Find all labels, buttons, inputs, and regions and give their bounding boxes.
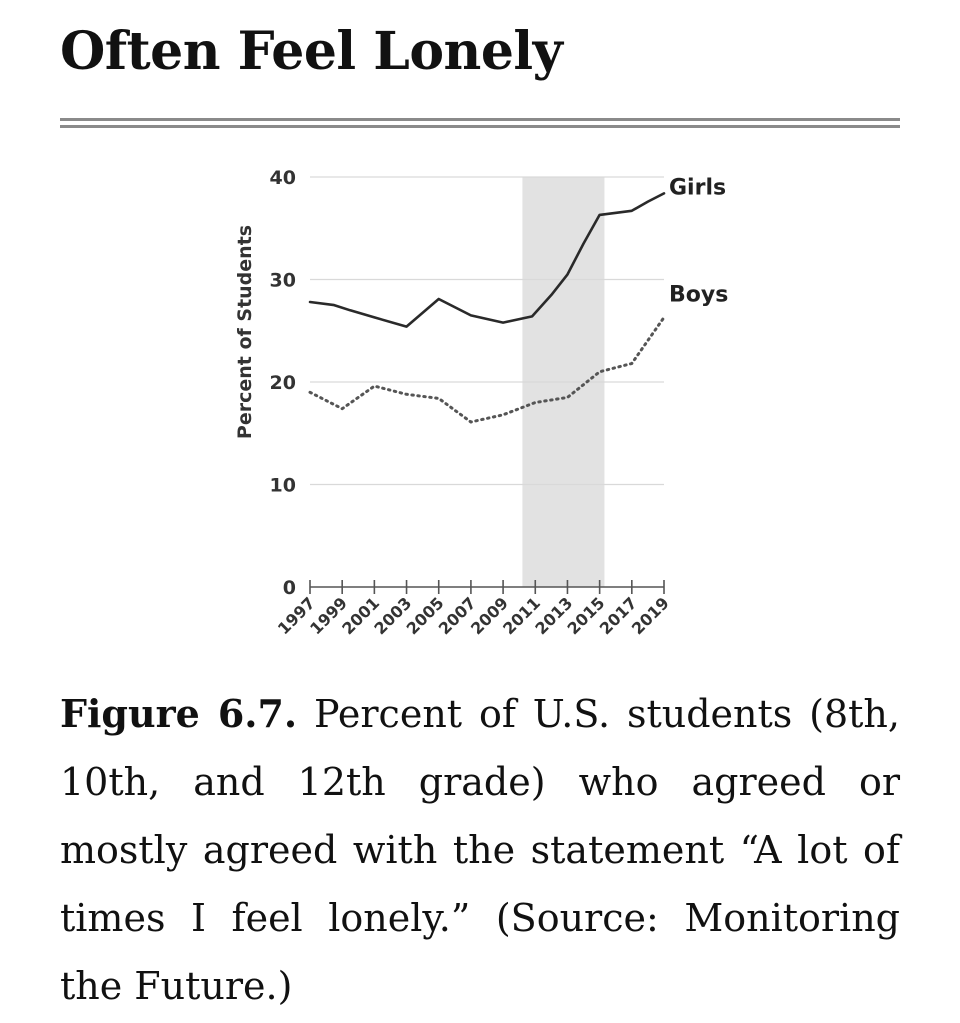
- x-tick-label-2013: 2013: [531, 593, 577, 639]
- figure-label: Figure 6.7.: [60, 691, 298, 736]
- labels-group: [669, 175, 728, 307]
- series-label-boys: Boys: [669, 282, 729, 308]
- y-tick-label-20: 20: [269, 372, 296, 394]
- x-tick-label-2003: 2003: [370, 593, 416, 639]
- x-tick-label-2009: 2009: [466, 593, 512, 639]
- x-tick-label-2007: 2007: [434, 593, 480, 639]
- y-tick-label-10: 10: [269, 474, 296, 497]
- x-tick-label-1997: 1997: [273, 593, 319, 639]
- series-label-girls: Girls: [669, 175, 727, 201]
- x-tick-label-2017: 2017: [595, 593, 641, 639]
- gridlines-group: [310, 177, 664, 485]
- y-tick-label-40: 40: [269, 167, 296, 189]
- x-tick-label-2011: 2011: [499, 593, 545, 639]
- x-tick-label-2015: 2015: [563, 593, 609, 639]
- x-tick-label-2019: 2019: [627, 593, 673, 639]
- y-axis-title: Percent of Students: [234, 224, 256, 440]
- y-tick-label-0: 0: [282, 577, 296, 599]
- y-tick-label-30: 30: [269, 269, 296, 292]
- series-line-girls: [310, 193, 664, 326]
- axis-group: [234, 167, 673, 638]
- x-tick-label-2001: 2001: [338, 593, 384, 639]
- page-title: Often Feel Lonely: [60, 21, 563, 82]
- series-group: [309, 192, 665, 423]
- figure-caption-text: Percent of U.S. students (8th, 10th, and 12th grade) who agreed or mostly agreed with the statement “A lot of times I feel lonely.” (Source: Monitoring the Future.): [60, 692, 900, 1008]
- series-line-boys: [310, 317, 664, 422]
- x-tick-label-2005: 2005: [402, 593, 448, 639]
- x-tick-label-1999: 1999: [306, 593, 352, 639]
- figure-caption: [60, 680, 900, 1020]
